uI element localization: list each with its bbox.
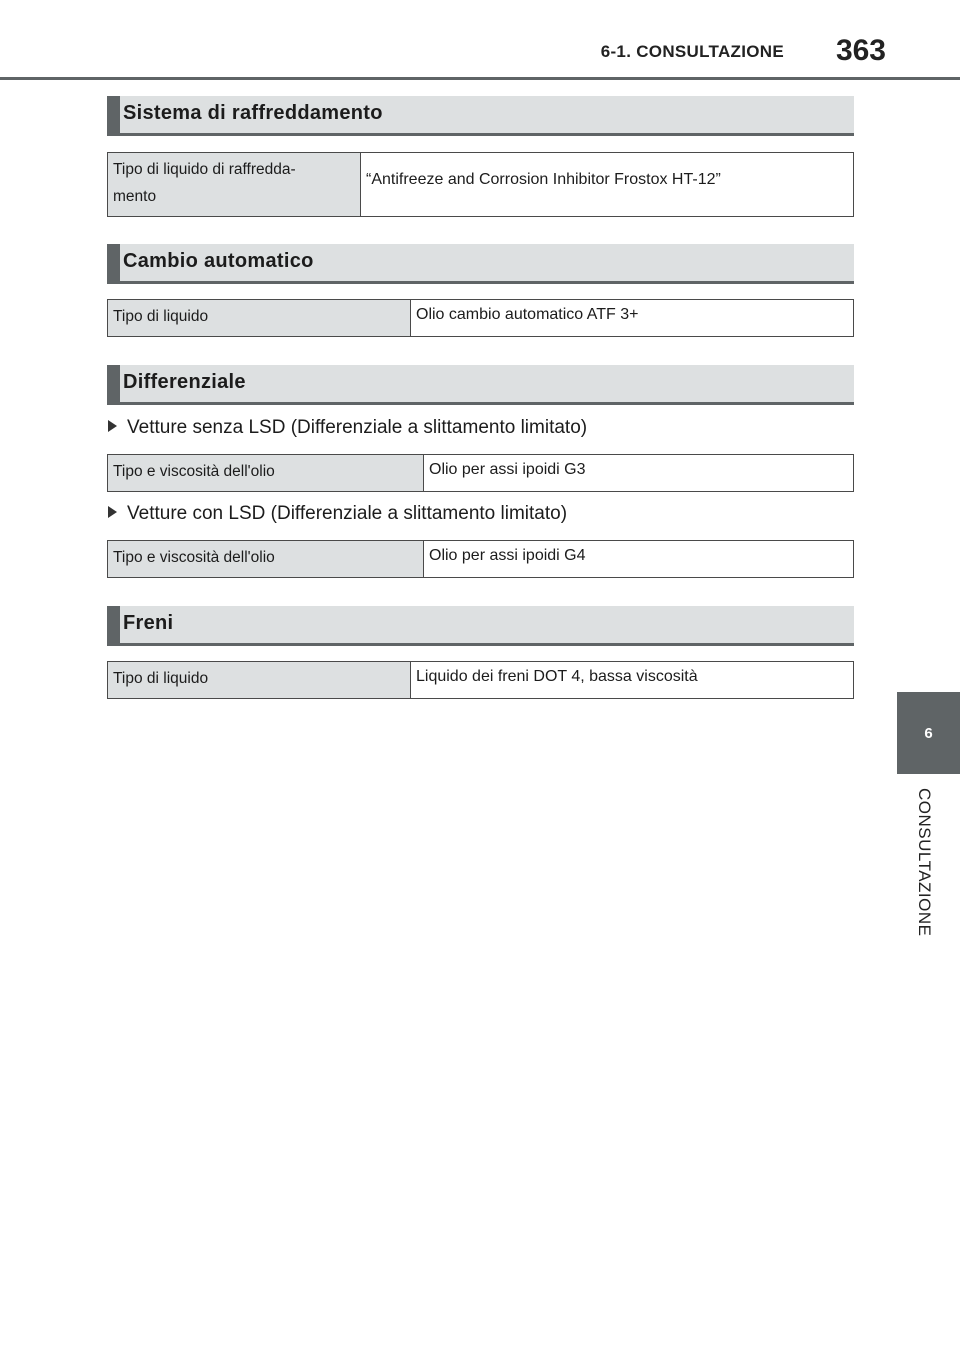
section-title-brakes: Freni <box>123 612 174 634</box>
chapter-tab-number: 6 <box>924 724 933 742</box>
table-cell-label: Tipo e viscosità dell'olio <box>108 541 424 578</box>
section-header-transmission <box>107 244 854 284</box>
label-line: Tipo di liquido di raffredda- <box>113 161 296 178</box>
table-cell-value: Olio per assi ipoidi G4 <box>424 541 854 578</box>
section-header-cooling <box>107 96 854 136</box>
table-row <box>108 455 854 492</box>
chapter-tab[interactable] <box>897 692 960 774</box>
table-cell-value: Liquido dei freni DOT 4, bassa viscosità <box>411 662 854 699</box>
section-header-differential <box>107 365 854 405</box>
section-title-transmission: Cambio automatico <box>123 250 314 272</box>
bullet-no-lsd <box>108 417 587 439</box>
spec-table-differential-no-lsd <box>107 454 854 492</box>
spec-table-differential-lsd <box>107 540 854 578</box>
spec-table-brakes <box>107 661 854 699</box>
chapter-tab-label: CONSULTAZIONE <box>915 788 934 937</box>
page-number: 363 <box>835 34 886 67</box>
label-line: mento <box>113 188 157 205</box>
table-row <box>108 541 854 578</box>
header-section-title: 6-1. CONSULTAZIONE <box>600 42 784 61</box>
spec-table-transmission <box>107 299 854 337</box>
bullet-text: Vetture senza LSD (Differenziale a slittamento limitato) <box>127 417 588 438</box>
bullet-text: Vetture con LSD (Differenziale a slittamento limitato) <box>127 503 568 524</box>
spec-table-cooling <box>107 152 854 217</box>
section-header-brakes <box>107 606 854 646</box>
header-rule <box>0 77 960 80</box>
bullet-lsd <box>108 503 567 525</box>
section-title-cooling: Sistema di raffreddamento <box>123 102 383 124</box>
table-cell-value: Olio cambio automatico ATF 3+ <box>411 300 854 337</box>
table-cell-value: “Antifreeze and Corrosion Inhibitor Frostox HT-12” <box>361 153 854 217</box>
table-cell-label <box>108 153 361 217</box>
table-row <box>108 153 854 217</box>
table-row <box>108 300 854 337</box>
page-header <box>0 0 960 80</box>
section-title-differential: Differenziale <box>123 371 246 393</box>
triangle-bullet-icon <box>108 506 117 518</box>
table-cell-label: Tipo e viscosità dell'olio <box>108 455 424 492</box>
table-row <box>108 662 854 699</box>
table-cell-value: Olio per assi ipoidi G3 <box>424 455 854 492</box>
table-cell-label: Tipo di liquido <box>108 300 411 337</box>
triangle-bullet-icon <box>108 420 117 432</box>
table-cell-label: Tipo di liquido <box>108 662 411 699</box>
